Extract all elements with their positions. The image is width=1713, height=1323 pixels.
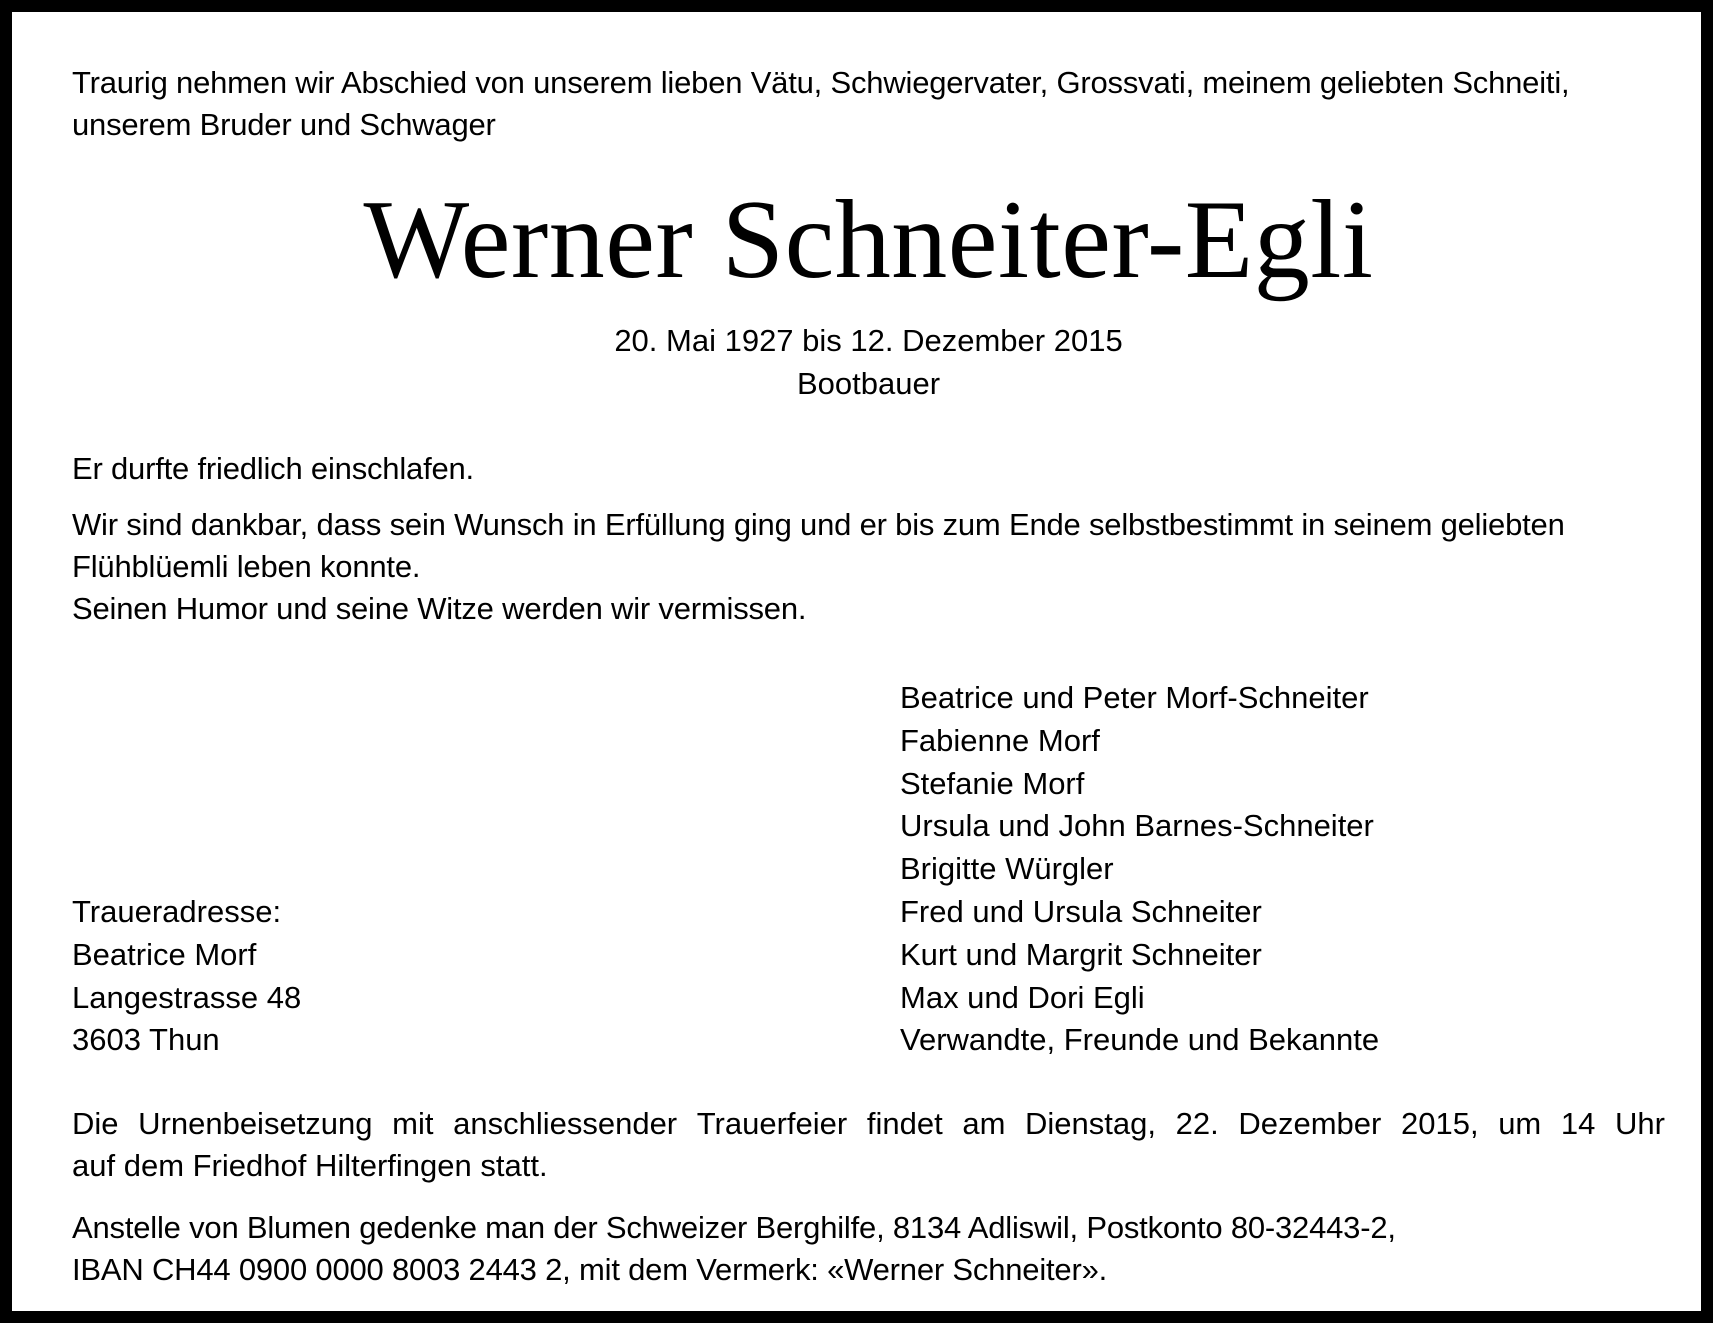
intro-line-1: Traurig nehmen wir Abschied von unserem lieben Vätu, Schwiegervater, Grossvati, meinem geliebten Schneiti, xyxy=(72,65,1570,100)
profession: Bootbauer xyxy=(796,366,941,401)
family-member: Verwandte, Freunde und Bekannte xyxy=(900,1022,1380,1058)
address-name: Beatrice Morf xyxy=(72,936,257,972)
donation-line-1: Anstelle von Blumen gedenke man der Schweizer Berghilfe, 8134 Adliswil, Postkonto 80-32443-2, xyxy=(72,1210,1396,1245)
message-line-3: Seinen Humor und seine Witze werden wir vermissen. xyxy=(72,591,807,626)
family-member: Stefanie Morf xyxy=(900,765,1085,801)
message-paragraph-2 xyxy=(72,504,1565,630)
family-member: Fred und Ursula Schneiter xyxy=(900,893,1262,929)
message-paragraph-1: Er durfte friedlich einschlafen. xyxy=(72,451,474,486)
ceremony-word: 14 xyxy=(1560,1106,1596,1141)
ceremony-word: Urnenbeisetzung xyxy=(138,1106,373,1141)
family-list xyxy=(900,677,1379,1062)
message-line-1: Wir sind dankbar, dass sein Wunsch in Erfüllung ging und er bis zum Ende selbstbestimmt in seinem geliebten xyxy=(72,507,1565,542)
ceremony-word: Dienstag, xyxy=(1025,1106,1156,1141)
intro-line-2: unserem Bruder und Schwager xyxy=(72,107,496,142)
donation-notice xyxy=(72,1207,1396,1291)
family-member: Brigitte Würgler xyxy=(900,851,1114,887)
intro-text xyxy=(72,62,1569,146)
ceremony-word: am xyxy=(962,1106,1006,1141)
ceremony-word: mit xyxy=(392,1106,434,1141)
donation-line-2: IBAN CH44 0900 0000 8003 2443 2, mit dem Vermerk: «Werner Schneiter». xyxy=(72,1252,1108,1287)
mourning-address xyxy=(72,891,301,1062)
ceremony-notice xyxy=(72,1103,1665,1187)
family-member: Ursula und John Barnes-Schneiter xyxy=(900,808,1374,844)
ceremony-word: findet xyxy=(866,1106,943,1141)
ceremony-word: 22. xyxy=(1175,1106,1219,1141)
ceremony-word: Dezember xyxy=(1238,1106,1382,1141)
ceremony-word: um xyxy=(1498,1106,1542,1141)
family-member: Kurt und Margrit Schneiter xyxy=(900,936,1262,972)
ceremony-word: Trauerfeier xyxy=(696,1106,848,1141)
ceremony-word: 2015, xyxy=(1400,1106,1479,1141)
ceremony-line-1 xyxy=(72,1103,1665,1145)
deceased-name: Werner Schneiter-Egli xyxy=(363,178,1374,302)
message-line-2: Flühblüemli leben konnte. xyxy=(72,549,421,584)
ceremony-word: anschliessender xyxy=(453,1106,678,1141)
address-street: Langestrasse 48 xyxy=(72,979,302,1015)
life-dates: 20. Mai 1927 bis 12. Dezember 2015 xyxy=(614,323,1123,358)
ceremony-word: Die xyxy=(72,1106,119,1141)
address-city: 3603 Thun xyxy=(72,1022,220,1058)
ceremony-line-2: auf dem Friedhof Hilterfingen statt. xyxy=(72,1148,548,1183)
family-member: Beatrice und Peter Morf-Schneiter xyxy=(900,680,1369,715)
address-label: Traueradresse: xyxy=(72,894,282,929)
ceremony-word: Uhr xyxy=(1615,1106,1665,1141)
family-member: Max und Dori Egli xyxy=(900,979,1145,1015)
family-member: Fabienne Morf xyxy=(900,722,1100,758)
